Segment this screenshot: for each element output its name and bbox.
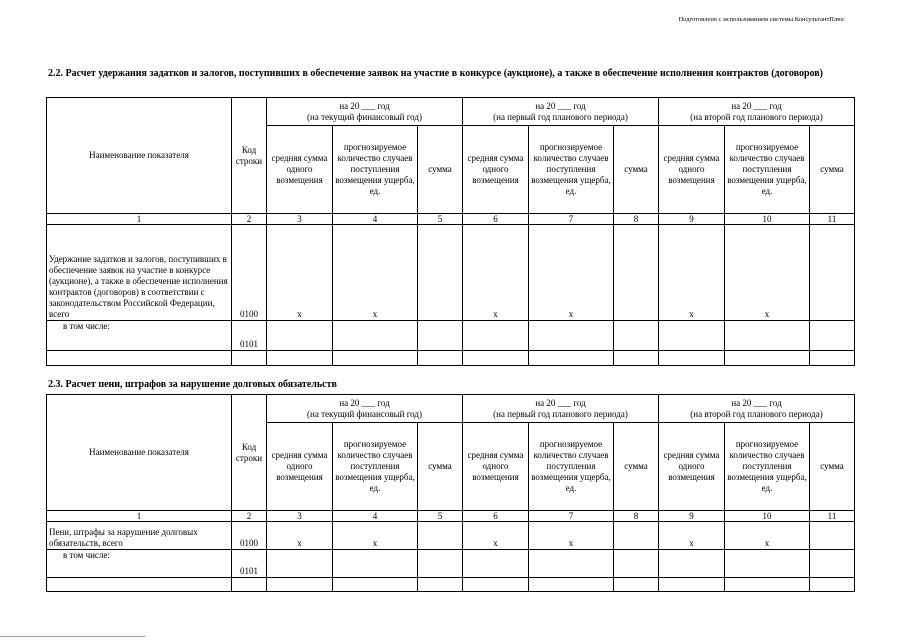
col-number: 3 xyxy=(267,214,333,225)
cell-mark: x xyxy=(659,522,725,550)
row-name: Удержание задатков и залогов, поступивших в обеспечение заявок на участие в конкурсе (аукционе), а также в обеспечение исполнения контрактов (договоров) в соответствии с законодательством Российской Федерации, всего xyxy=(47,225,232,321)
col-number: 6 xyxy=(463,214,529,225)
col-number: 2 xyxy=(232,511,267,522)
cell-empty xyxy=(47,351,232,366)
cell-empty xyxy=(614,321,659,351)
sub-sum: сумма xyxy=(418,423,463,511)
col-number: 5 xyxy=(418,214,463,225)
row-name: в том числе: xyxy=(47,550,232,578)
col-number: 10 xyxy=(725,511,810,522)
sub-avg: средняя сумма одного возмещения xyxy=(267,423,333,511)
row-code: 0101 xyxy=(232,321,267,351)
col-number: 10 xyxy=(725,214,810,225)
row-code: 0101 xyxy=(232,550,267,578)
table-2-2 xyxy=(46,97,855,366)
header-name: Наименование показателя xyxy=(47,98,232,214)
cell-mark: x xyxy=(659,225,725,321)
footnote-separator xyxy=(0,636,145,637)
cell-empty xyxy=(267,578,333,592)
cell-empty xyxy=(418,522,463,550)
row-name: Пени, штрафы за нарушение долговых обязательств, всего xyxy=(47,522,232,550)
header-code: Код строки xyxy=(232,98,267,214)
cell-mark: x xyxy=(529,225,614,321)
cell-empty xyxy=(463,351,529,366)
sub-count: прогнозируемое количество случаев поступления возмещения ущерба, ед. xyxy=(529,423,614,511)
sub-count: прогнозируемое количество случаев поступления возмещения ущерба, ед. xyxy=(725,126,810,214)
cell-empty xyxy=(725,550,810,578)
cell-mark: x xyxy=(333,225,418,321)
cell-mark: x xyxy=(725,225,810,321)
col-number: 11 xyxy=(810,214,855,225)
cell-empty xyxy=(47,578,232,592)
col-number: 7 xyxy=(529,214,614,225)
cell-empty xyxy=(529,550,614,578)
sub-sum: сумма xyxy=(614,126,659,214)
cell-empty xyxy=(725,321,810,351)
sub-count: прогнозируемое количество случаев поступления возмещения ущерба, ед. xyxy=(529,126,614,214)
cell-mark: x xyxy=(463,522,529,550)
sub-avg: средняя сумма одного возмещения xyxy=(659,423,725,511)
cell-mark: x xyxy=(267,225,333,321)
cell-empty xyxy=(614,578,659,592)
cell-empty xyxy=(463,578,529,592)
cell-empty xyxy=(418,550,463,578)
header-code: Код строки xyxy=(232,395,267,511)
col-number: 9 xyxy=(659,214,725,225)
sub-avg: средняя сумма одного возмещения xyxy=(463,126,529,214)
col-number: 7 xyxy=(529,511,614,522)
row-code: 0100 xyxy=(232,225,267,321)
cell-empty xyxy=(529,351,614,366)
cell-empty xyxy=(810,351,855,366)
cell-empty xyxy=(333,351,418,366)
cell-mark: x xyxy=(725,522,810,550)
cell-empty xyxy=(659,578,725,592)
header-name: Наименование показателя xyxy=(47,395,232,511)
sub-sum: сумма xyxy=(810,423,855,511)
cell-empty xyxy=(810,522,855,550)
col-number: 1 xyxy=(47,214,232,225)
period-3-header: на 20 ___ год (на второй год планового периода) xyxy=(659,395,855,423)
section-2-3-title: 2.3. Расчет пени, штрафов за нарушение долговых обязательств xyxy=(48,379,337,390)
table-2-3 xyxy=(46,394,855,592)
sub-sum: сумма xyxy=(614,423,659,511)
col-number: 4 xyxy=(333,214,418,225)
row-code: 0100 xyxy=(232,522,267,550)
period-3-header: на 20 ___ год (на второй год планового периода) xyxy=(659,98,855,126)
cell-empty xyxy=(614,351,659,366)
sub-avg: средняя сумма одного возмещения xyxy=(267,126,333,214)
cell-empty xyxy=(725,351,810,366)
sub-count: прогнозируемое количество случаев поступления возмещения ущерба, ед. xyxy=(333,126,418,214)
sub-avg: средняя сумма одного возмещения xyxy=(463,423,529,511)
section-2-2-title: 2.2. Расчет удержания задатков и залогов, поступивших в обеспечение заявок на участие в конкурсе (аукционе), а также в обеспечение исполнения контрактов (договоров) xyxy=(48,68,824,79)
cell-empty xyxy=(810,578,855,592)
sub-sum: сумма xyxy=(810,126,855,214)
cell-empty xyxy=(232,351,267,366)
cell-empty xyxy=(659,321,725,351)
cell-empty xyxy=(267,321,333,351)
cell-empty xyxy=(418,225,463,321)
period-1-header: на 20 ___ год (на текущий финансовый год) xyxy=(267,395,463,423)
cell-empty xyxy=(810,225,855,321)
cell-empty xyxy=(614,522,659,550)
period-1-header: на 20 ___ год (на текущий финансовый год) xyxy=(267,98,463,126)
cell-mark: x xyxy=(463,225,529,321)
cell-empty xyxy=(529,321,614,351)
col-number: 8 xyxy=(614,214,659,225)
sub-sum: сумма xyxy=(418,126,463,214)
cell-empty xyxy=(333,578,418,592)
cell-empty xyxy=(418,321,463,351)
col-number: 2 xyxy=(232,214,267,225)
cell-mark: x xyxy=(267,522,333,550)
cell-empty xyxy=(463,550,529,578)
cell-empty xyxy=(232,578,267,592)
header-note: Подготовлено с использованием системы КонсультантПлюс xyxy=(678,16,845,23)
cell-empty xyxy=(810,321,855,351)
row-name: в том числе: xyxy=(47,321,232,351)
col-number: 6 xyxy=(463,511,529,522)
col-number: 9 xyxy=(659,511,725,522)
col-number: 3 xyxy=(267,511,333,522)
cell-empty xyxy=(418,351,463,366)
cell-empty xyxy=(614,225,659,321)
col-number: 11 xyxy=(810,511,855,522)
cell-mark: x xyxy=(333,522,418,550)
cell-empty xyxy=(529,578,614,592)
col-number: 1 xyxy=(47,511,232,522)
cell-mark: x xyxy=(529,522,614,550)
cell-empty xyxy=(725,578,810,592)
period-2-header: на 20 ___ год (на первый год планового периода) xyxy=(463,98,659,126)
cell-empty xyxy=(267,550,333,578)
cell-empty xyxy=(463,321,529,351)
sub-count: прогнозируемое количество случаев поступления возмещения ущерба, ед. xyxy=(725,423,810,511)
period-2-header: на 20 ___ год (на первый год планового периода) xyxy=(463,395,659,423)
sub-avg: средняя сумма одного возмещения xyxy=(659,126,725,214)
col-number: 8 xyxy=(614,511,659,522)
cell-empty xyxy=(333,550,418,578)
cell-empty xyxy=(659,351,725,366)
col-number: 4 xyxy=(333,511,418,522)
col-number: 5 xyxy=(418,511,463,522)
cell-empty xyxy=(810,550,855,578)
cell-empty xyxy=(267,351,333,366)
cell-empty xyxy=(614,550,659,578)
cell-empty xyxy=(333,321,418,351)
cell-empty xyxy=(659,550,725,578)
sub-count: прогнозируемое количество случаев поступления возмещения ущерба, ед. xyxy=(333,423,418,511)
cell-empty xyxy=(418,578,463,592)
